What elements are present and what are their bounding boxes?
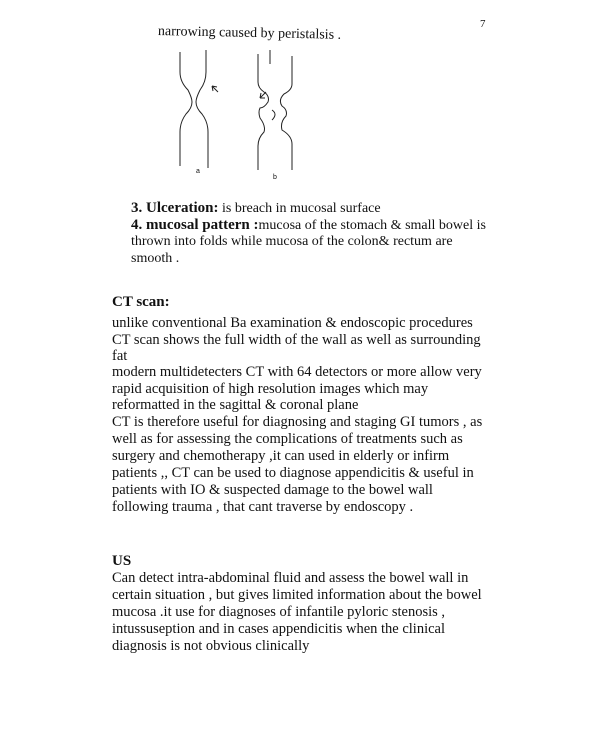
ct-scan-line: patients with IO & suspected damage to the bowel wall (112, 482, 433, 498)
ct-scan-line: surgery and chemotherapy ,it can used in elderly or infirm (112, 448, 450, 464)
figure-b-left-wall (258, 54, 269, 170)
mucosal-pattern-line-3: smooth . (131, 251, 180, 266)
us-line: Can detect intra-abdominal fluid and assess the bowel wall in (112, 570, 469, 586)
us-line: mucosa .it use for diagnoses of infantile pyloric stenosis , (112, 604, 446, 620)
figure-a-label: a (196, 168, 200, 175)
figure-a-right-wall (196, 50, 208, 168)
ulceration-line (131, 200, 381, 217)
mucosal-pattern-line-2: thrown into folds while mucosa of the colon& rectum are (131, 234, 453, 249)
page-number: 7 (480, 18, 486, 30)
figure-b-label: b (273, 174, 277, 181)
mucosal-pattern-title: 4. mucosal pattern : (131, 217, 259, 233)
peristalsis-figure (160, 46, 310, 186)
figure-a-left-wall (180, 52, 192, 166)
ct-scan-line: CT scan shows the full width of the wall as well as surrounding (112, 332, 481, 348)
ct-scan-line: CT is therefore useful for diagnosing and staging GI tumors , as (112, 414, 483, 430)
figure-caption: narrowing caused by peristalsis . (157, 24, 342, 43)
figure-b-arrow (260, 92, 266, 98)
ulceration-text: is breach in mucosal surface (218, 201, 381, 216)
mucosal-pattern-text-1: mucosa of the stomach & small bowel is (258, 218, 486, 233)
ct-scan-line: following trauma , that cant traverse by endoscopy . (112, 499, 414, 515)
mucosal-pattern-line-1 (131, 217, 486, 234)
ct-scan-line: fat (112, 348, 128, 364)
ct-scan-line: modern multidetecters CT with 64 detectors or more allow very (112, 364, 482, 380)
ulceration-title: 3. Ulceration: (131, 200, 219, 216)
us-line: intussuseption and in cases appendicitis when the clinical (112, 621, 446, 637)
ct-scan-line: rapid acquisition of high resolution images which may (112, 381, 429, 397)
figure-b-right-wall (280, 56, 292, 170)
ct-scan-line: well as for assessing the complications of treatments such as (112, 431, 463, 447)
figure-b-inner-notch (272, 110, 275, 120)
ct-scan-line: patients ,, CT can be used to diagnose appendicitis & useful in (112, 465, 474, 481)
figure-a-arrow (212, 86, 218, 92)
ct-scan-line: reformatted in the sagittal & coronal plane (112, 397, 359, 413)
us-line: diagnosis is not obvious clinically (112, 638, 310, 654)
ct-scan-line: unlike conventional Ba examination & endoscopic procedures (112, 315, 473, 331)
peristalsis-diagram (160, 46, 310, 186)
ct-scan-heading: CT scan: (112, 294, 170, 310)
us-line: certain situation , but gives limited information about the bowel (112, 587, 482, 603)
us-heading: US (112, 553, 132, 569)
